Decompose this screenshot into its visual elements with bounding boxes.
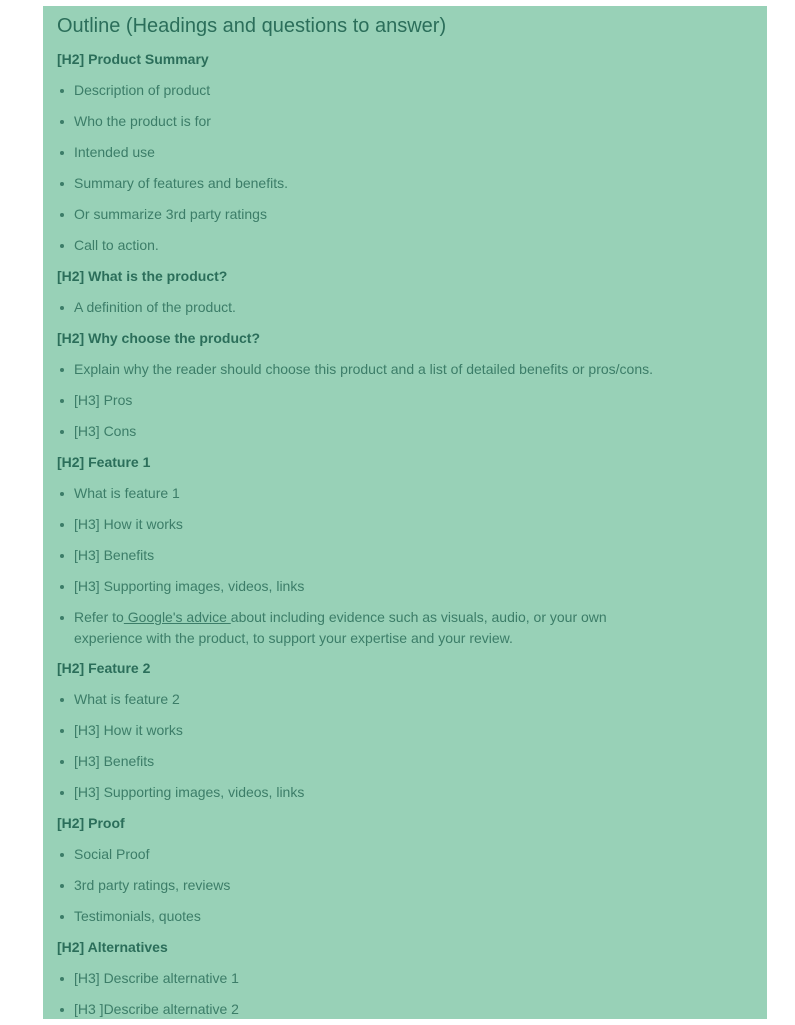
list-item: A definition of the product. <box>57 292 767 323</box>
googles-advice-link[interactable]: Google's advice <box>123 609 231 625</box>
bullet-list <box>57 354 767 447</box>
list-item: [H3] Supporting images, videos, links <box>57 777 767 808</box>
list-item: [H3] Describe alternative 1 <box>57 963 767 994</box>
list-item: [H3] How it works <box>57 715 767 746</box>
section-heading-proof: [H2] Proof <box>57 815 125 831</box>
list-item: What is feature 1 <box>57 478 767 509</box>
outline-title: Outline (Headings and questions to answer) <box>57 15 447 37</box>
section-heading-alternatives: [H2] Alternatives <box>57 939 168 955</box>
list-item: Or summarize 3rd party ratings <box>57 199 767 230</box>
list-item: Testimonials, quotes <box>57 901 767 932</box>
bullet-list <box>57 292 767 323</box>
section-heading-feature-2: [H2] Feature 2 <box>57 660 151 676</box>
bullet-list <box>57 963 767 1025</box>
section-heading-what-is-product: [H2] What is the product? <box>57 268 228 284</box>
list-item: [H3] Supporting images, videos, links <box>57 571 767 602</box>
bullet-list <box>57 75 767 261</box>
list-item: Who the product is for <box>57 106 767 137</box>
bullet-list <box>57 478 767 653</box>
list-item: Description of product <box>57 75 767 106</box>
outline-panel <box>43 6 767 1019</box>
list-item-advice <box>57 602 667 653</box>
list-item: Social Proof <box>57 839 767 870</box>
advice-text-after: about including evidence such as visuals, audio, or your own experience with the product, to support your expertise and your review. <box>74 609 607 646</box>
advice-text-before: Refer to <box>74 609 124 625</box>
list-item: What is feature 2 <box>57 684 767 715</box>
bullet-list <box>57 839 767 932</box>
list-item: [H3] Pros <box>57 385 767 416</box>
section-heading-feature-1: [H2] Feature 1 <box>57 454 151 470</box>
section-heading-why-choose: [H2] Why choose the product? <box>57 330 260 346</box>
list-item: 3rd party ratings, reviews <box>57 870 767 901</box>
list-item: [H3] How it works <box>57 509 767 540</box>
list-item: Explain why the reader should choose this product and a list of detailed benefits or pros/cons. <box>57 354 767 385</box>
list-item: Intended use <box>57 137 767 168</box>
section-heading-product-summary: [H2] Product Summary <box>57 51 209 67</box>
list-item: [H3] Benefits <box>57 540 767 571</box>
list-item: [H3] Benefits <box>57 746 767 777</box>
list-item: [H3 ]Describe alternative 2 <box>57 994 767 1025</box>
list-item: [H3] Cons <box>57 416 767 447</box>
bullet-list <box>57 684 767 808</box>
list-item: Call to action. <box>57 230 767 261</box>
list-item: Summary of features and benefits. <box>57 168 767 199</box>
